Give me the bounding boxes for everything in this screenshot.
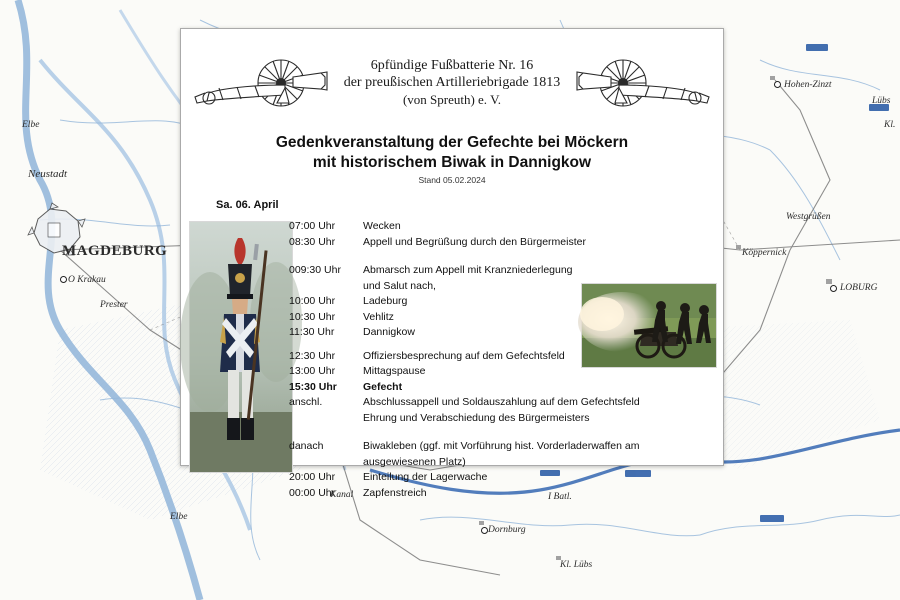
soldier-photo-graphic <box>190 222 292 472</box>
map-label: Köppernick <box>742 248 787 258</box>
schedule-description: Ladeburg <box>363 295 408 307</box>
schedule-time: 13:00 Uhr <box>289 365 336 377</box>
schedule-time: 07:00 Uhr <box>289 220 336 232</box>
schedule-time: danach <box>289 440 324 452</box>
schedule-row <box>289 395 719 411</box>
schedule-row <box>289 439 719 455</box>
schedule-time: 00:00 Uhr <box>289 486 336 499</box>
schedule-row <box>289 235 719 251</box>
schedule-row <box>289 263 719 279</box>
schedule-time: 20:00 Uhr <box>289 471 336 483</box>
association-line-1: 6pfündige Fußbatterie Nr. 16 <box>370 58 534 73</box>
schedule-time: 15:30 Uhr <box>289 380 337 393</box>
association-line-3: (von Spreuth) e. V. <box>402 92 502 107</box>
schedule-time: 12:30 Uhr <box>289 349 336 362</box>
schedule-row <box>289 349 719 365</box>
map-label: Neustadt <box>28 168 68 180</box>
map-label: Kanal <box>330 490 354 500</box>
schedule-description: Biwakleben (ggf. mit Vorführung hist. Vorderladerwaffen am <box>363 440 640 452</box>
schedule-description: und Salut nach, <box>363 279 436 292</box>
schedule-time: 10:30 Uhr <box>289 310 336 323</box>
association-name <box>331 57 573 108</box>
schedule-row <box>289 411 719 427</box>
schedule-description: Abschlussappell und Soldauszahlung auf dem Gefechtsfeld <box>363 396 640 408</box>
schedule-spacer <box>289 341 719 349</box>
map-label: Dornburg <box>488 525 526 535</box>
map-place-marker <box>481 527 488 534</box>
map-label: MAGDEBURG <box>62 243 168 259</box>
schedule-description: Ehrung und Verabschiedung des Bürgermeisters <box>363 411 590 424</box>
schedule-list <box>289 219 719 501</box>
schedule-row <box>289 486 719 502</box>
schedule-description: Zapfenstreich <box>363 486 427 499</box>
map-label: Westgrüßen <box>786 212 831 222</box>
association-line-2: der preußischen Artilleriebrigade 1813 <box>343 75 561 90</box>
map-place-marker <box>774 81 781 88</box>
schedule-description: Abmarsch zum Appell mit Kranzniederlegung <box>363 264 573 276</box>
schedule-time: 08:30 Uhr <box>289 235 336 248</box>
schedule-description: ausgewiesenen Platz) <box>363 455 466 468</box>
schedule-time: anschl. <box>289 396 323 408</box>
schedule-row <box>289 279 719 295</box>
schedule-time: 10:00 Uhr <box>289 295 336 307</box>
soldier-photo <box>189 221 293 473</box>
schedule-spacer <box>289 426 719 439</box>
map-label: Elbe <box>170 512 188 522</box>
schedule-row <box>289 219 719 235</box>
schedule-description: Wecken <box>363 220 401 232</box>
date-heading: Sa. 06. April <box>216 199 279 211</box>
cannon-icon <box>189 55 329 117</box>
schedule-description: Appell und Begrüßung durch den Bürgermeister <box>363 235 586 248</box>
map-label: LOBURG <box>840 283 878 293</box>
schedule-row <box>289 294 719 310</box>
schedule-row <box>289 455 719 471</box>
schedule-row <box>289 310 719 326</box>
schedule-description: Einteilung der Lagerwache <box>363 471 488 483</box>
schedule-description: Dannigkow <box>363 326 415 338</box>
map-label: Elbe <box>22 120 40 130</box>
schedule-time: 009:30 Uhr <box>289 264 341 276</box>
map-label: O Krakau <box>68 275 106 285</box>
schedule-description: Gefecht <box>363 380 403 393</box>
revision-date: Stand 05.02.2024 <box>418 175 486 185</box>
schedule-description: Offiziersbesprechung auf dem Gefechtsfeld <box>363 349 565 362</box>
flyer-header <box>181 29 723 117</box>
map-place-marker <box>60 276 67 283</box>
schedule-description: Vehlitz <box>363 310 394 323</box>
schedule-row <box>289 325 719 341</box>
map-label: Lübs <box>872 96 891 106</box>
title-line-1: Gedenkveranstaltung der Gefechte bei Möckern <box>275 134 629 151</box>
title-line-2: mit historischem Biwak in Dannigkow <box>312 154 592 171</box>
map-place-marker <box>830 285 837 292</box>
map-label: Prester <box>100 300 128 310</box>
map-label: Kl. Lübs <box>560 560 593 570</box>
cannon-icon <box>575 55 715 117</box>
schedule-row <box>289 380 719 396</box>
map-label: Kl. <box>884 120 896 130</box>
schedule-row <box>289 364 719 380</box>
schedule-description: Mittagspause <box>363 365 426 377</box>
schedule-spacer <box>289 250 719 263</box>
map-label: I Batl. <box>548 492 572 502</box>
flyer-body <box>181 215 723 505</box>
map-label: Hohen-Zinzt <box>784 80 832 90</box>
schedule-time: 11:30 Uhr <box>289 326 335 338</box>
page-title <box>181 133 723 185</box>
schedule-row <box>289 470 719 486</box>
